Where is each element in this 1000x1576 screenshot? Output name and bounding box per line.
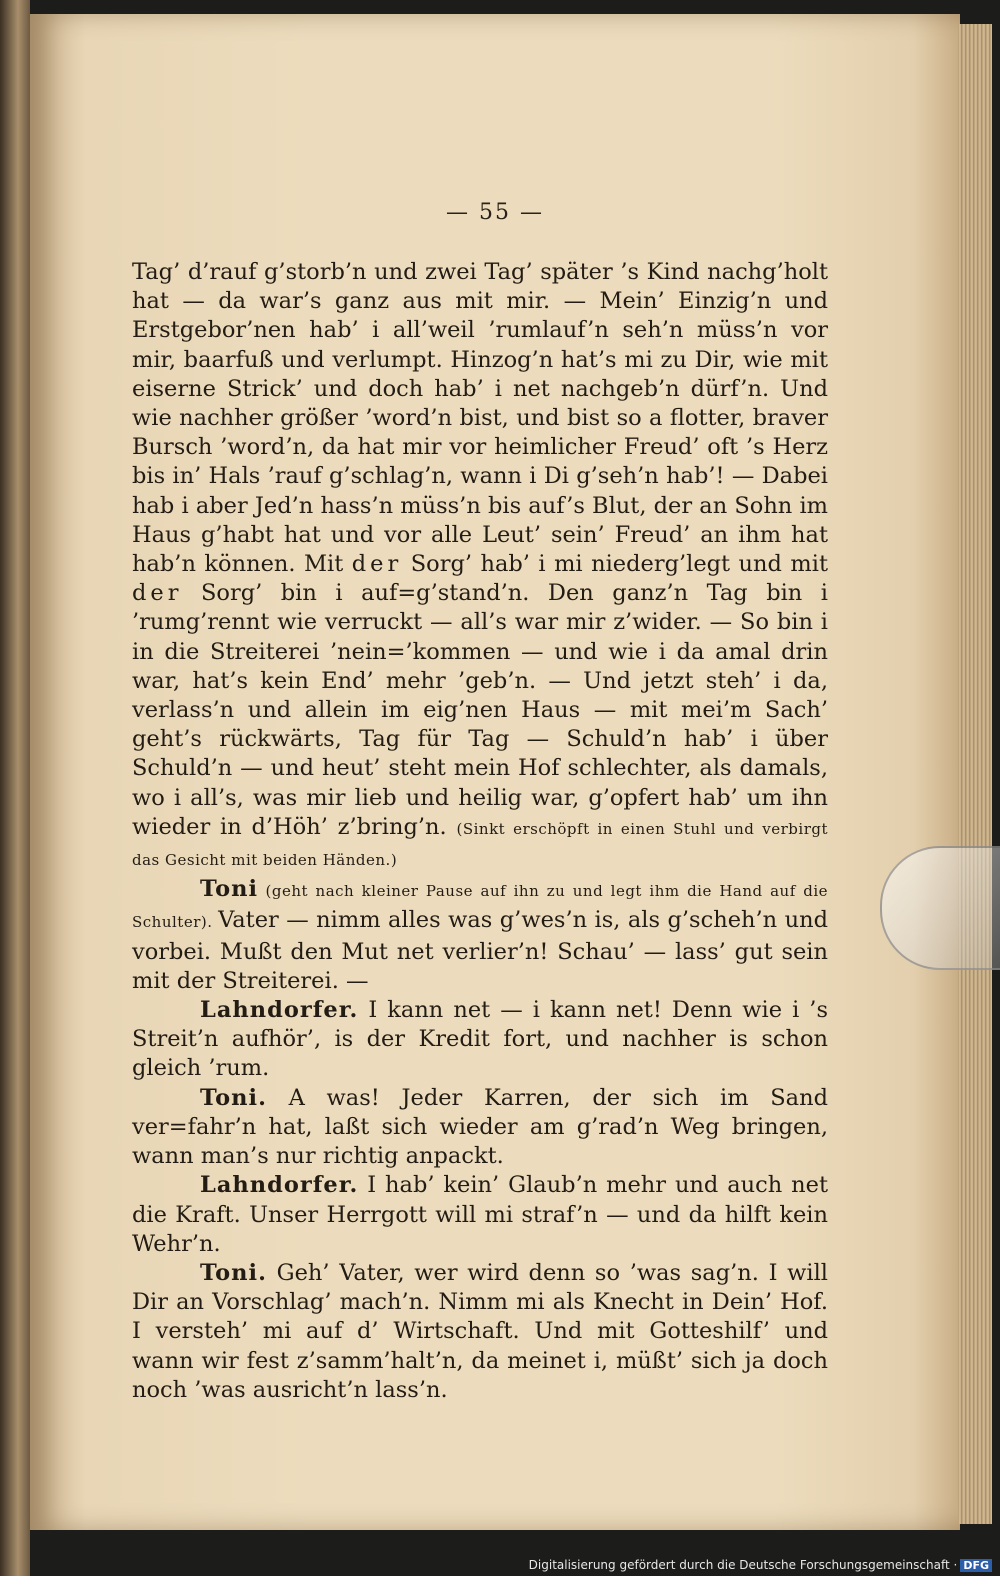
speaker-name: Lahndorfer. (200, 997, 359, 1024)
paragraph (132, 1084, 828, 1172)
page-stack-edge (958, 24, 992, 1524)
page-text (132, 258, 828, 1405)
page-number: — 55 — (446, 200, 544, 225)
book-page (30, 14, 960, 1530)
stage-direction: (geht nach kleiner Pause auf ihn zu und legt ihm die Hand auf die Schulter). (132, 882, 828, 932)
speaker-name: Toni. (200, 1084, 267, 1111)
paragraph-text: Vater — nimm alles was g’wes’n is, als g’scheh’n und vorbei. Mußt den Mut net verlier’n! Schau’ — lass’ gut sein mit der Streiterei. — (132, 907, 828, 994)
paragraph (132, 258, 828, 875)
paragraph-text: Geh’ Vater, wer wird denn so ’was sag’n. I will Dir an Vorschlag’ mach’n. Nimm mi als Knecht in Dein’ Hof. I versteh’ mi auf d’ Wirtschaft. Und mit Gotteshilf’ und wann wir fest z’samm’halt’n, da meinet i, müßt’ sich ja doch noch ’was ausricht’n lass’n. (132, 1259, 828, 1403)
paragraph-text: der (132, 580, 183, 607)
paragraph-text: I hab’ kein’ Glaub’n mehr und auch net die Kraft. Unser Herrgott will mi straf’n — und da hilft kein Wehr’n. (132, 1172, 828, 1257)
footer-credit (529, 1558, 992, 1572)
speaker-name: Lahndorfer. (200, 1172, 359, 1199)
paragraph (132, 996, 828, 1084)
paragraph-text: Tag’ d’rauf g’storb’n und zwei Tag’ später ’s Kind nachg’holt hat — da war’s ganz aus mit mir. — Mein’ Einzig’n und Erstgebor’nen hab’ i all’weil ’rumlauf’n seh’n müss’n vor mir, baarfuß und verlumpt. Hinzog’n hat’s mi zu Dir, wie mit eiserne Strick’ und doch hab’ i net nachgeb’n dürf’n. Und wie nachher größer ’word’n bist, und bist so a flotter, braver Bursch ’word’n, da hat mir vor heimlicher Freud’ oft ’s Herz bis in’ Hals ’rauf g’schlag’n, wann i Di g’seh’n hab’! — Dabei hab i aber Jed’n hass’n müss’n bis auf’s Blut, der an Sohn im Haus g’habt hat und vor alle Leut’ sein’ Freud’ an ihm hat hab’n können. Mit (132, 259, 828, 578)
left-page-edge (0, 0, 30, 1576)
paragraph-text: I kann net — i kann net! Denn wie i ’s Streit’n aufhör’, is der Kredit fort, und nachher is schon gleich ’rum. (132, 997, 828, 1082)
stage-direction: (Sinkt erschöpft in einen Stuhl und verbirgt das Gesicht mit beiden Händen.) (132, 819, 828, 870)
paragraph-text: Sorg’ bin i auf=g’stand’n. Den ganz’n Tag bin i ’rumg’rennt wie verruckt — all’s war mir z’wider. — So bin i in die Streiterei ’nein=’kommen — und wie i da amal drin war, hat’s kein End’ mehr ’geb’n. — Und jetzt steh’ i da, verlass’n und allein im eig’nen Haus — mit mei’m Sach’ geht’s rückwärts, Tag für Tag — Schuld’n hab’ i über Schuld’n — und heut’ steht mein Hof schlechter, als damals, wo i all’s, was mir lieb und heilig war, g’opfert hab’ um ihn wieder in d’Höh’ z’bring’n. (132, 580, 828, 840)
paragraph (132, 1259, 828, 1405)
speaker-name: Toni. (200, 1259, 267, 1286)
speaker-name: Toni (200, 876, 259, 903)
dfg-logo: DFG (960, 1559, 992, 1572)
page-clip (880, 846, 1000, 970)
paragraph (132, 875, 828, 996)
paragraph (132, 1171, 828, 1259)
paragraph-text: Sorg’ hab’ i mi niederg’legt und mit (402, 551, 828, 578)
footer-text: Digitalisierung gefördert durch die Deutsche Forschungsgemeinschaft · (528, 1558, 958, 1572)
paragraph-text: A was! Jeder Karren, der sich im Sand ver=fahr’n hat, laßt sich wieder am g’rad’n Weg bringen, wann man’s nur richtig anpackt. (132, 1084, 828, 1170)
paragraph-text: der (351, 551, 403, 578)
